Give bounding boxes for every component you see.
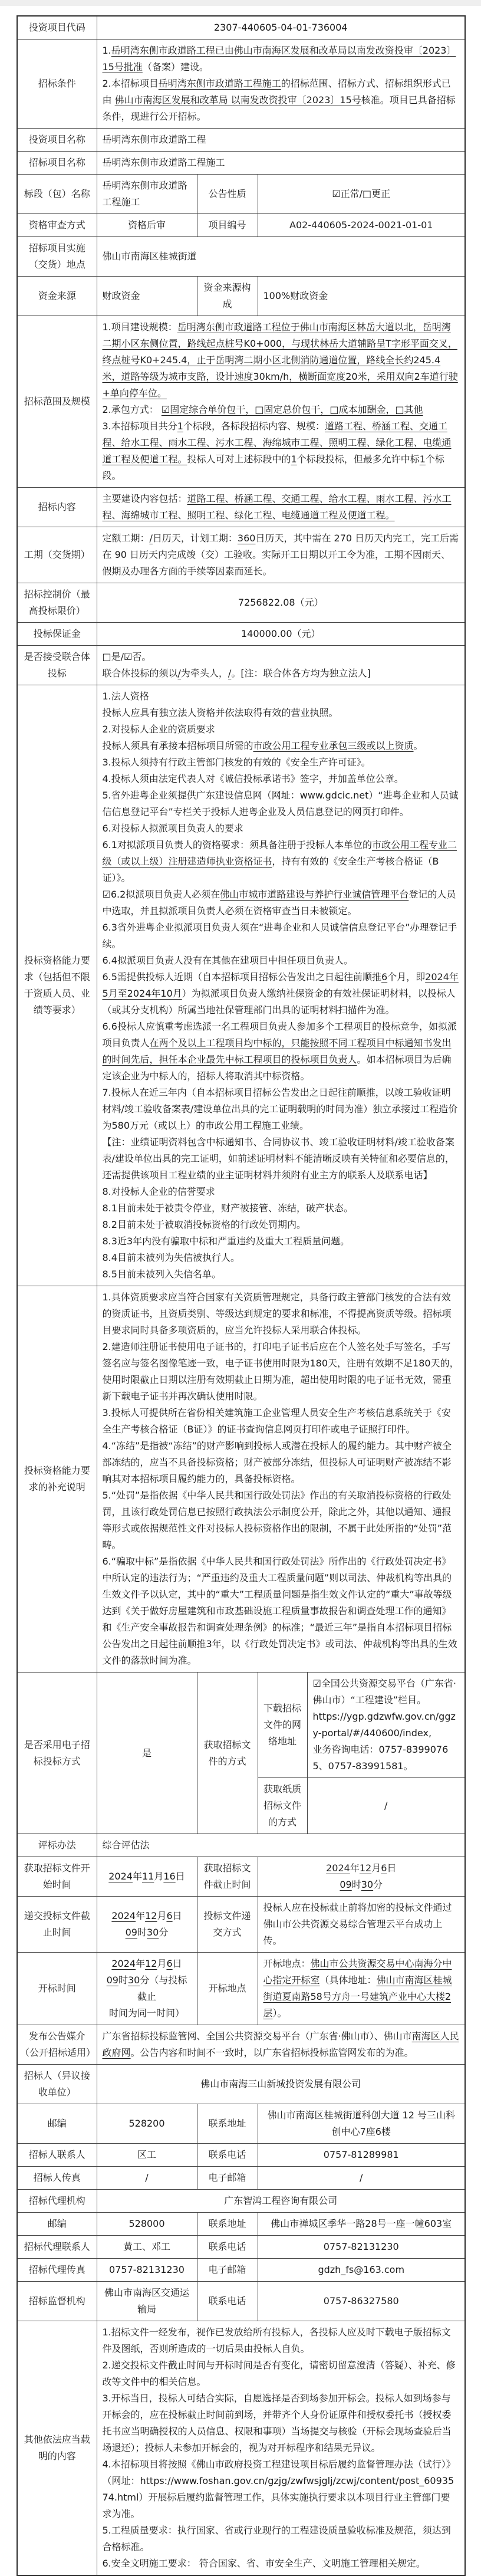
- evaluation-method-value: 综合评估法: [97, 1834, 465, 1857]
- paragraph: 8.2目前未处于被取消投标资格的行政处罚期内。: [102, 1219, 306, 1230]
- row-qualification-review: [17, 214, 465, 237]
- consortium-label: 是否接受联合体投标: [17, 646, 97, 685]
- tenderer-label: 招标人（异议接收单位）: [17, 2065, 97, 2104]
- row-agency-zip: [17, 2213, 465, 2236]
- capability-notes-label: 投标资格能力要求的补充说明: [17, 1286, 97, 1673]
- other-contents-value: [97, 2321, 465, 2576]
- tenderer-email-value: /: [258, 2167, 465, 2190]
- paragraph: 8.4目前未被列为失信被执行人。: [102, 1252, 240, 1263]
- document-start-label: 获取招标文件开始时间: [17, 1857, 97, 1897]
- supervisor-phone-label: 联系电话: [197, 2282, 258, 2321]
- row-agency-fax: [17, 2259, 465, 2282]
- paragraph: 3.开标当日，投标人可结合实际，自愿选择是否到场参加开标会。投标人如到场参与开标会的，应在投标截止时间前到场，并带齐个人身份证原件和授权委托书（授权委托书应当明确授权的人员信息、权限和事项）当场提交与核验（开标会现场查验后当场退还）；投标人未参加开标会的，视为对开标程序和结果无异议。: [102, 2393, 452, 2453]
- row-agency: [17, 2190, 465, 2213]
- agency-email-label: 电子邮箱: [197, 2259, 258, 2282]
- paragraph: 投标人须具有承接本招标项目所需的市政公用工程专业承包三级或以上资质。: [102, 740, 423, 751]
- agency-address-label: 联系地址: [197, 2213, 258, 2236]
- row-tender-scope: [17, 316, 465, 488]
- tender-name-value: 岳明湾东侧市政道路工程施工: [97, 152, 465, 175]
- row-evaluation-method: [17, 1834, 465, 1857]
- paragraph: 5.“处罚”是指依据《中华人民共和国行政处罚法》作出的有关取消投标资格的行政处罚，且该行政处罚信息已按照行政执法公示制度公开，除此之外，其他以通知、通报等形式或依据规范性文件对投标人投标资格作出的限制，不属于此处所指的“处罚”范畴。: [102, 1490, 452, 1550]
- paragraph: 6.6投标人应慎重考虑选派一名工程项目负责人参加多个工程项目的投标竞争，如拟派项目负责人在两个及以上工程项目均中标的，只能按照不同工程项目中标通知书发出的时间先后，担任本企业最先中标工程项目的投标项目负责人。如本招标项目为后确定该企业为中标人的，招标人将取消其中标资格。: [102, 1021, 457, 1082]
- paragraph: 4.本招标项目将按照《佛山市政府投资工程建设项目标后履约监督管理办法（试行）》（网址：https://www.foshan.gov.cn/gzjg/zwfwsjglj/zcwj/content/post_6093574.html）开展标后履约监督管理工作，具体实施执行要求以本项目行业主管部门要求为准。: [102, 2459, 456, 2519]
- row-tenderer-contact: [17, 2144, 465, 2167]
- agency-phone-label: 联系电话: [197, 2236, 258, 2259]
- submission-deadline-value: 2024年12月6日 09时30分: [97, 1897, 197, 1953]
- paragraph: 6.对投标人拟派项目负责人的要求: [102, 823, 243, 834]
- tenderer-contact-value: 区工: [97, 2144, 197, 2167]
- fund-source-label: 资金来源: [17, 277, 97, 316]
- tender-content-value: [97, 488, 465, 527]
- row-announcement-media: [17, 2025, 465, 2065]
- page-top-bar: [0, 0, 481, 6]
- paragraph: 2.承包方式： ☑固定综合单价包干，□固定总价包干，□成本加酬金，□其他: [102, 404, 423, 415]
- paragraph: 8.对投标人企业的信誉要求: [102, 1186, 215, 1197]
- tenderer-contact-label: 招标人联系人: [17, 2144, 97, 2167]
- paragraph: 3.投标人可提供所在省份相关建筑施工企业管理人员安全生产考核信息系统关于《安全生产考核合格证（B证）》的证书查询信息网页打印件或电子证照打印件。: [102, 1407, 451, 1435]
- paragraph: 3.本招标项目共分1个标段，各标段招标内容、规模：道路工程、桥涵工程、交通工程、给水工程、雨水工程、污水工程、海绵城市工程、照明工程、绿化工程、电缆通道工程及便道工程。投标人可对上述标段中的1个标段投标，但最多允许中标1个标段。: [102, 420, 452, 481]
- tenderer-zip-label: 邮编: [17, 2104, 97, 2144]
- paragraph: 投标人应具有独立法人资格并依法取得有效的营业执照。: [102, 707, 338, 718]
- row-submission: [17, 1897, 465, 1953]
- tender-scope-label: 招标范围及规模: [17, 316, 97, 488]
- tenderer-value: 佛山市南海三山新城投资发展有限公司: [97, 2065, 465, 2104]
- fund-composition-label: 资金来源构成: [197, 277, 258, 316]
- row-supervisor: [17, 2282, 465, 2321]
- row-tender-name: [17, 152, 465, 175]
- agency-email-value: gdzh_fs@163.com: [258, 2259, 465, 2282]
- fund-composition-value: 100%财政资金: [258, 277, 465, 316]
- paragraph: 6.4拟派项目负责人没有在其他在建项目中担任项目负责人。: [102, 955, 353, 966]
- consortium-value: [97, 646, 465, 685]
- row-bid-opening: [17, 1953, 465, 2025]
- row-bid-deposit: [17, 623, 465, 646]
- obtain-documents-label: 获取招标文件的方式: [197, 1673, 258, 1834]
- agency-fax-value: 0757-82131230: [97, 2259, 197, 2282]
- investment-code-label: 投资项目代码: [17, 16, 97, 40]
- paragraph: 3.投标人须持有行政主管部门核发的有效的《安全生产许可证》。: [102, 757, 371, 768]
- tenderer-fax-value: /: [97, 2167, 197, 2190]
- tenderer-address-label: 联系地址: [197, 2104, 258, 2144]
- investment-name-value: 岳明湾东侧市政道路工程: [97, 129, 465, 152]
- paragraph: 5.工程质量要求：执行国家、省或行业现行的工程建设质量验收标准及规范，须达到合格标准。: [102, 2525, 451, 2552]
- row-tenderer: [17, 2065, 465, 2104]
- paragraph: 2.本招标项目岳明湾东侧市政道路工程施工的招标范围、招标方式、招标组织形式已由 佛山市南海区发展和改革局 以南发改资投审〔2023〕15号核准。项目已具备招标条件，现进行公开招标。: [102, 78, 456, 122]
- submission-method-label: 投标文件递交方式: [197, 1897, 258, 1953]
- tender-name-label: 招标项目名称: [17, 152, 97, 175]
- paragraph: ☑6.2拟派项目负责人必须在佛山市城市道路建设与养护行业诚信管理平台登记的人员中选取，并且拟派项目负责人必须在资格审查当日未被锁定。: [102, 889, 456, 916]
- paragraph: 1.法人资格: [102, 691, 149, 702]
- section-name-value: 岳明湾东侧市政道路工程施工: [97, 175, 197, 214]
- tenderer-zip-value: 528200: [97, 2104, 197, 2144]
- agency-contact-label: 招标代理联系人: [17, 2236, 97, 2259]
- row-investment-code: [17, 16, 465, 40]
- opening-place-value: 开标地点：佛山市公共资源交易中心南海分中心指定开标室（具体地址：佛山市南海区桂城街道夏南路58号方舟一号建筑产业中心大楼2层）。: [258, 1953, 465, 2025]
- tenderer-email-label: 电子邮箱: [197, 2167, 258, 2190]
- paragraph: 2.对投标人企业的资质要求: [102, 724, 215, 735]
- paragraph: 主要建设内容包括：道路工程、桥涵工程、交通工程、给水工程、雨水工程、污水工程、海绵城市工程、照明工程、绿化工程、电缆通道工程及便道工程。: [102, 493, 452, 521]
- duration-label: 工期（交货期）: [17, 527, 97, 583]
- row-delivery-location: [17, 237, 465, 277]
- download-address-label: 下载招标文件的网络地址: [258, 1673, 307, 1778]
- supervisor-phone-value: 0757-86327580: [258, 2282, 465, 2321]
- electronic-bidding-value: 是: [97, 1673, 197, 1834]
- row-tenderer-zip: [17, 2104, 465, 2144]
- paragraph: 8.5目前未被列入失信名单。: [102, 1269, 221, 1280]
- control-price-label: 招标控制价（最高投标限价）: [17, 583, 97, 623]
- paper-documents-value: /: [307, 1778, 465, 1834]
- row-electronic-bidding: [17, 1673, 465, 1778]
- row-capability-requirements: [17, 685, 465, 1286]
- submission-deadline-label: 递交投标文件截止时间: [17, 1897, 97, 1953]
- paragraph: 1.项目建设规模：岳明湾东侧市政道路工程位于佛山市南海区林岳大道以北，岳明湾二期小区东侧位置，路线起点桩号K0+000，与现状林岳大道辅路呈T字形平面交叉，终点桩号K0+245.4，止于岳明湾二期小区北侧消防通道位置，路线全长约245.4米，道路等级为城市支路，设计速度30km/h，横断面宽度20米，采用双向2车道行驶+单向停车位。: [102, 321, 458, 399]
- paper-documents-label: 获取纸质招标文件的方式: [258, 1778, 307, 1834]
- control-price-value: 7256822.08（元）: [97, 583, 465, 623]
- tenderer-phone-value: 0757-81289981: [258, 2144, 465, 2167]
- download-address-value: ☑全国公共资源交易平台（广东省·佛山市）“工程建设”栏目。 https://ygp.gdzwfw.gov.cn/ggzy-portal/#/440600/index, 业务咨询电话：0757-83990765、0757-83991581。: [307, 1673, 465, 1778]
- investment-code-value: 2307-440605-04-01-736004: [97, 16, 465, 40]
- document-start-value: 2024年11月16日: [97, 1857, 197, 1897]
- paragraph: 2.建造师注册证书使用电子证书的，打印电子证书后应在个人签名处手写签名，手写签名应与签名图像笔迹一致，电子证书使用时限为180天，注册有效期不足180天的，使用时限截止日期以注册有效期截止日期为准，超出使用时限的电子证书无效，需重新下载电子证书并再次确认使用时限。: [102, 1341, 459, 1402]
- announcement-media-value: 广东省招标投标监管网、全国公共资源交易平台（广东省·佛山市）、佛山市南海区人民政府网。公告内容和时间不一致时，以广东省招标投标监管网发布的为准。: [97, 2025, 465, 2065]
- paragraph: 6.3省外进粤企业拟派项目负责人须在“进粤企业和人员诚信信息登记平台”办理登记手续。: [102, 922, 457, 949]
- capability-notes-value: [97, 1286, 465, 1673]
- bid-deposit-value: 140000.00（元）: [97, 623, 465, 646]
- row-investment-name: [17, 129, 465, 152]
- paragraph: 8.3近3年内没有骗取中标和严重违约及重大工程质量问题。: [102, 1236, 350, 1247]
- tender-scope-value: [97, 316, 465, 488]
- supervisor-value: 佛山市南海区交通运输局: [97, 2282, 197, 2321]
- notice-nature-label: 公告性质: [197, 175, 258, 214]
- paragraph: 6.5需提供投标人近期（自本招标项目招标公告发出之日起往前顺推6个月，即2024年5月至2024年10月）为拟派项目负责人缴纳社保资金的有效社保证明材料，以投标人（或其分支机构）所属当地社保管理部门出具的证明材料扫描件为准。: [102, 971, 459, 1016]
- paragraph: 【注：业绩证明资料包含中标通知书、合同协议书、竣工验收证明材料/竣工验收备案表/建设单位出具的完工证明，如前述证明材料不能清晰反映有关特征和必要信息的，还需提供该项目工程业绩的业主证明材料并须附有业主方的联系人及联系电话】: [102, 1136, 454, 1181]
- row-agency-contact: [17, 2236, 465, 2259]
- other-contents-label: 其他依法应当载明的内容: [17, 2321, 97, 2576]
- paragraph: 6.1对拟派项目负责人的资格要求：须具备注册于投标人本单位的市政公用工程专业二级（或以上级）注册建造师执业资格证书，持有有效的《安全生产考核合格证（B证）》。: [102, 839, 457, 883]
- row-tender-content: [17, 488, 465, 527]
- opening-time-value: 2024年12月6日 09时30分（与投标截止 时间为同一时间）: [97, 1953, 197, 2025]
- tender-conditions-value: [97, 40, 465, 129]
- row-other-contents: [17, 2321, 465, 2576]
- paragraph: 1.招标文件一经发布，视作已发放给所有投标人，各投标人应及时下载电子版招标文件及图纸，否则所造成的一切后果由投标人自负。: [102, 2327, 451, 2354]
- supervisor-label: 招标监督机构: [17, 2282, 97, 2321]
- row-fund-source: [17, 277, 465, 316]
- agency-value: 广东智鸿工程咨询有限公司: [97, 2190, 465, 2213]
- qualification-review-value: 资格后审: [97, 214, 197, 237]
- opening-time-label: 开标时间: [17, 1953, 97, 2025]
- project-number-label: 项目编号: [197, 214, 258, 237]
- document-deadline-label: 获取招标文件截止时间: [197, 1857, 258, 1897]
- row-duration: [17, 527, 465, 583]
- paragraph: 4.投标人须由法定代表人对《诚信投标承诺书》签字，并加盖单位公章。: [102, 773, 404, 784]
- section-name-label: 标段（包）名称: [17, 175, 97, 214]
- delivery-location-label: 招标项目实施（交货）地点: [17, 237, 97, 277]
- electronic-bidding-label: 是否采用电子招标投标方式: [17, 1673, 97, 1834]
- bid-deposit-label: 投标保证金: [17, 623, 97, 646]
- paragraph: 1.岳明湾东侧市政道路工程已由佛山市南海区发展和改革局以南发改资投审〔2023〕15号批准（备案）建设。: [102, 45, 456, 73]
- paragraph: 2.递交投标文件截止时间与开标时间是否有变化，请密切留意澄清（答疑）、补充、修改等文件中的相关信息。: [102, 2360, 456, 2387]
- paragraph: 5.省外进粤企业须提供广东建设信息网（网址：www.gdcic.net）“进粤企业和人员诚信信息登记平台”专栏关于投标人进粤企业及人员信息登记的网页打印件。: [102, 790, 459, 817]
- paragraph: 4.“冻结”是指被“冻结”的财产影响到投标人或潜在投标人的履约能力。其中财产被全部冻结的，应当不具备投标资格；财产被部分冻结，但投标人可证明财产被冻结不影响其对本招标项目履约能力的，具备投标资格。: [102, 1440, 452, 1484]
- paragraph: 6.“骗取中标”是指依据《中华人民共和国行政处罚法》所作出的《行政处罚决定书》中所认定的违法行为；“严重违约及重大工程质量问题”则以司法、仲裁机构等出具的生效文件予以认定，其中的“重大”工程质量问题是指生效文件认定的“重大”事故等级达到《关于做好房屋建筑和市政基础设施工程质量事故报告和调查处理工作的通知》和《生产安全事故报告和调查处理条例》的标准；“最近三年”是指自本招标项目招标公告发出之日起往前顺推3年，以《行政处罚决定书》或司法、仲裁机构等出具的生效文件的落款时间为准。: [102, 1556, 457, 1666]
- paragraph: 8.1目前未处于被责令停业，财产被接管、冻结，破产状态。: [102, 1202, 353, 1214]
- paragraph: 7.投标人在近三年内（自本招标项目招标公告发出之日起往前顺推，以竣工验收证明材料/竣工验收备案表/建设单位出具的完工证明载明的时间为准）独立承接过工程造价为580万元（或以上）的市政公用工程施工业绩。: [102, 1087, 458, 1131]
- tender-content-label: 招标内容: [17, 488, 97, 527]
- row-section-name: [17, 175, 465, 214]
- agency-contact-value: 黄工、邓工: [97, 2236, 197, 2259]
- tender-conditions-label: 招标条件: [17, 40, 97, 129]
- tenderer-fax-label: 招标人传真: [17, 2167, 97, 2190]
- agency-zip-label: 邮编: [17, 2213, 97, 2236]
- investment-name-label: 投资项目名称: [17, 129, 97, 152]
- row-capability-notes: [17, 1286, 465, 1673]
- document-deadline-value: 2024年12月6日 09时30分: [258, 1857, 465, 1897]
- consortium-checkbox-line: □是/☑否。: [102, 651, 151, 662]
- paragraph: 联合体投标的须以/为牵头人，/。[注：联合体各方均为独立法人]: [102, 668, 371, 679]
- duration-value: [97, 527, 465, 583]
- fund-source-value: 财政资金: [97, 277, 197, 316]
- agency-phone-value: 0757-82131230: [258, 2236, 465, 2259]
- row-consortium: [17, 646, 465, 685]
- paragraph: 1.具体资质要求应当符合国家有关资质管理规定，具备行政主管部门核发的合法有效的资质证书，且资质类别、等级达到规定的要求和标准，不得提高资质等级。招标项目要求同时具备多项资质的，应当允许投标人采用联合体投标。: [102, 1292, 452, 1336]
- agency-fax-label: 招标代理传真: [17, 2259, 97, 2282]
- notice-nature-value: ☑正常/□更正: [258, 175, 465, 214]
- row-document-obtain-time: [17, 1857, 465, 1897]
- tenderer-address-value: 佛山市南海区桂城街道科创大道 12 号三山科创中心7座6楼: [258, 2104, 465, 2144]
- announcement-media-label: 发布公告媒介（公开招标适用）: [17, 2025, 97, 2065]
- capability-requirements-value: [97, 685, 465, 1286]
- project-number-value: A02-440605-2024-0021-01-01: [258, 214, 465, 237]
- agency-zip-value: 528000: [97, 2213, 197, 2236]
- opening-place-label: 开标地点: [197, 1953, 258, 2025]
- paragraph: 6.安全文明施工要求： 符合国家、省、市安全生产、文明施工管理相关规定。: [102, 2558, 426, 2569]
- capability-requirements-label: 投标资格能力要求（包括但不限于资质人员、业绩等要求）: [17, 685, 97, 1286]
- row-tenderer-fax: [17, 2167, 465, 2190]
- agency-address-value: 佛山市禅城区季华一路28号一座一幢603室: [258, 2213, 465, 2236]
- agency-label: 招标代理机构: [17, 2190, 97, 2213]
- qualification-review-label: 资格审查方式: [17, 214, 97, 237]
- tender-announcement-table: [17, 15, 466, 2576]
- evaluation-method-label: 评标办法: [17, 1834, 97, 1857]
- row-tender-conditions: [17, 40, 465, 129]
- submission-method-value: 投标人应在投标截止前将加密的投标文件通过佛山市公共资源交易综合管理云平台成功上传。: [258, 1897, 465, 1953]
- paragraph: 定额工期：/日历天，计划工期：360日历天，其中需在 270 日历天内完工，完工后需在 90 日历天内完成竣（交）工验收。实际开工日期以开工令为准，工期不因雨天、假期及办理各方面的手续等因素而延长。: [102, 533, 459, 577]
- tenderer-phone-label: 联系电话: [197, 2144, 258, 2167]
- row-control-price: [17, 583, 465, 623]
- delivery-location-value: 佛山市南海区桂城街道: [97, 237, 465, 277]
